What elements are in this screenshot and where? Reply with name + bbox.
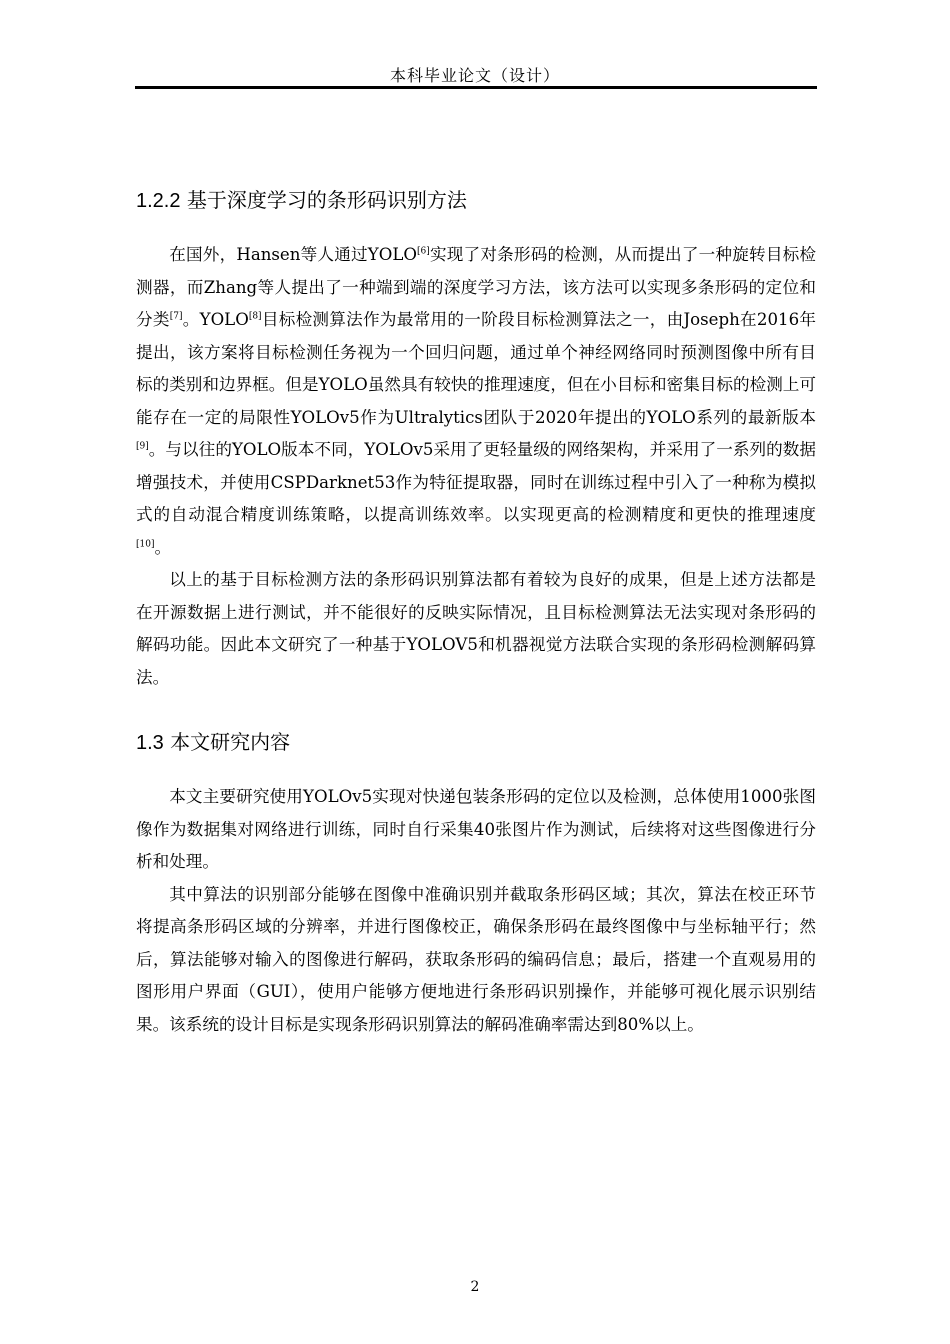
citation: [7]	[169, 311, 183, 322]
citation: [9]	[136, 441, 149, 452]
section-title: 本文研究内容	[170, 730, 291, 754]
citation: [10]	[136, 538, 155, 549]
page-number: 2	[470, 1279, 480, 1295]
section-heading-1-3	[136, 722, 816, 763]
section-number: 1.2.2	[136, 190, 181, 212]
paragraph-text: 目标检测算法作为最常用的一阶段目标检测算法之一，由Joseph在2016年提出，该方案将目标检测任务视为一个回归问题，通过单个神经网络同时预测图像中所有目标的类别和边界框。但是YOLO虽然具有较快的推理速度，但在小目标和密集目标的检测上可能存在一定的局限性YOLOv5作为Ultralytics团队于2020年提出的YOLO系列的最新版本	[136, 310, 817, 427]
paragraph: 本文主要研究使用YOLOv5实现对快递包装条形码的定位以及检测，总体使用1000张图像作为数据集对网络进行训练，同时自行采集40张图片作为测试，后续将对这些图像进行分析和处理。	[136, 787, 816, 871]
section-number: 1.3	[136, 732, 164, 754]
section-title: 基于深度学习的条形码识别方法	[186, 188, 467, 212]
paragraph	[136, 239, 816, 564]
citation: [6]	[417, 246, 430, 257]
paragraph-text: 。与以往的YOLO版本不同，YOLOv5采用了更轻量级的网络架构，并采用了一系列的数据增强技术，并使用CSPDarknet53作为特征提取器，同时在训练过程中引入了一种称为模拟式的自动混合精度训练策略，以提高训练效率。以实现更高的检测精度和更快的推理速度	[136, 440, 816, 524]
paragraph: 其中算法的识别部分能够在图像中准确识别并截取条形码区域；其次，算法在校正环节将提高条形码区域的分辨率，并进行图像校正，确保条形码在最终图像中与坐标轴平行；然后，算法能够对输入的图像进行解码，获取条形码的编码信息；最后，搭建一个直观易用的图形用户界面（GUI），使用户能够方便地进行条形码识别操作，并能够可视化展示识别结果。该系统的设计目标是实现条形码识别算法的解码准确率需达到80%以上。	[136, 884, 816, 1034]
paragraph-text: 实现了对条形码的检测，从而提出了一种旋转目标检测器，而Zhang等人提出了一种端到端的深度学习方法，该方法可以实现多条形码的定位和分类	[136, 245, 816, 329]
paragraph: 以上的基于目标检测方法的条形码识别算法都有着较为良好的成果，但是上述方法都是在开源数据上进行测试，并不能很好的反映实际情况，且目标检测算法无法实现对条形码的解码功能。因此本文研究了一种基于YOLOV5和机器视觉方法联合实现的条形码检测解码算法。	[136, 570, 816, 687]
page-body	[136, 180, 816, 1041]
paragraph-text: 。YOLO	[182, 310, 249, 329]
citation: [8]	[248, 311, 262, 322]
header-rule	[135, 86, 817, 89]
paragraph-text: 在国外，Hansen等人通过YOLO	[169, 245, 417, 264]
section-heading-1-2-2	[136, 180, 816, 221]
running-header: 本科毕业论文（设计）	[389, 66, 560, 85]
paragraph-text: 。	[154, 537, 172, 557]
